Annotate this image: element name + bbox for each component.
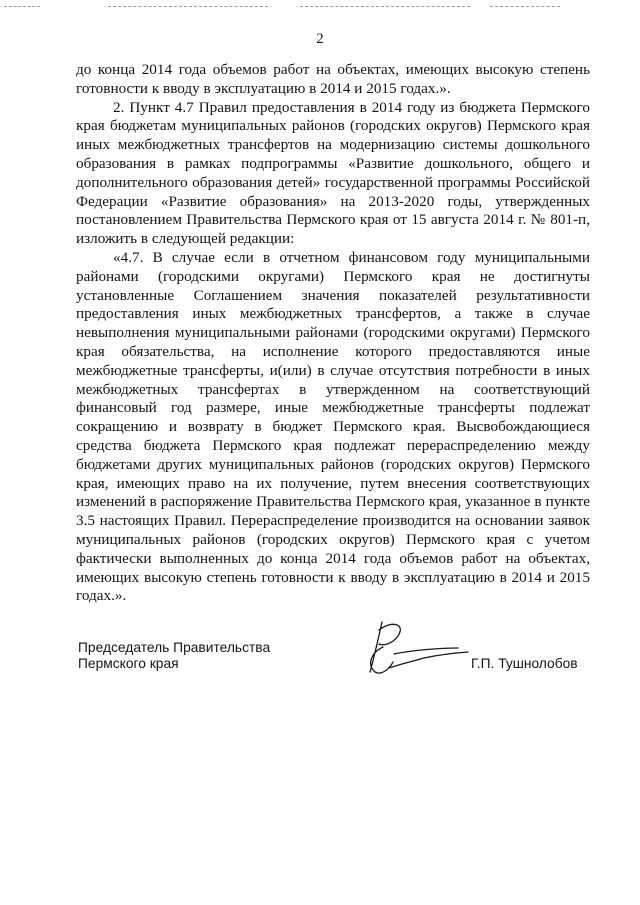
paragraph-continuation: до конца 2014 года объемов работ на объектах, имеющих высокую степень готовности к вводу в эксплуатацию в 2014 и 2015 годах.». (76, 61, 590, 97)
signatory-title (78, 640, 270, 671)
paragraph-clause-4-7: «4.7. В случае если в отчетном финансовом году муниципальными районами (городскими округами) Пермского края не достигнуты установленные Соглашением значения показателей результативности предоставления иных межбюджетных трансфертов, а также в случае невыполнения муниципальными районами (городскими округами) Пермского края обязательства, на исполнение которого предоставляются иные межбюджетные трансферты, и(или) в случае отсутствия потребности в иных межбюджетных трансфертах в утвержденном на соответствующий финансовый год размере, иные межбюджетные трансферты подлежат сокращению и возврату в бюджет Пермского края. Высвобождающиеся средства бюджета Пермского края подлежат перераспределению между бюджетами других муниципальных районов (городских округов) Пермского края, имеющих право на их получение, путем внесения соответствующих изменений в распоряжение Правительства Пермского края, указанное в пункте 3.5 настоящих Правил. Перераспределение производится на основании заявок муниципальных районов (городских округов) Пермского края с учетом фактически выполненных до конца 2014 года объемов работ на объектах, имеющих высокую степень готовности к вводу в эксплуатацию в 2014 и 2015 годах.». (76, 248, 590, 605)
document-body (76, 61, 590, 606)
paragraph-item-2: 2. Пункт 4.7 Правил предоставления в 2014 году из бюджета Пермского края бюджетам муниципальных районов (городских округов) Пермского края иных межбюджетных трансфертов на модернизацию системы дошкольного образования в рамках подпрограммы «Развитие дошкольного, общего и дополнительного образования детей» государственной программы Российской Федерации «Развитие образования» на 2013-2020 годы, утвержденных постановлением Правительства Пермского края от 15 августа 2014 г. № 801-п, изложить в следующей редакции: (76, 98, 590, 248)
signatory-title-line: Пермского края (78, 655, 179, 671)
scan-artifact-line (4, 6, 40, 7)
signatory-name: Г.П. Тушнолобов (471, 656, 578, 671)
signatory-title-line: Председатель Правительства (78, 640, 271, 655)
handwritten-signature (358, 618, 473, 680)
scan-artifact-line (108, 6, 268, 7)
scan-artifact-line (490, 6, 560, 7)
scan-artifact-line (300, 6, 470, 7)
page-number: 2 (316, 31, 324, 47)
